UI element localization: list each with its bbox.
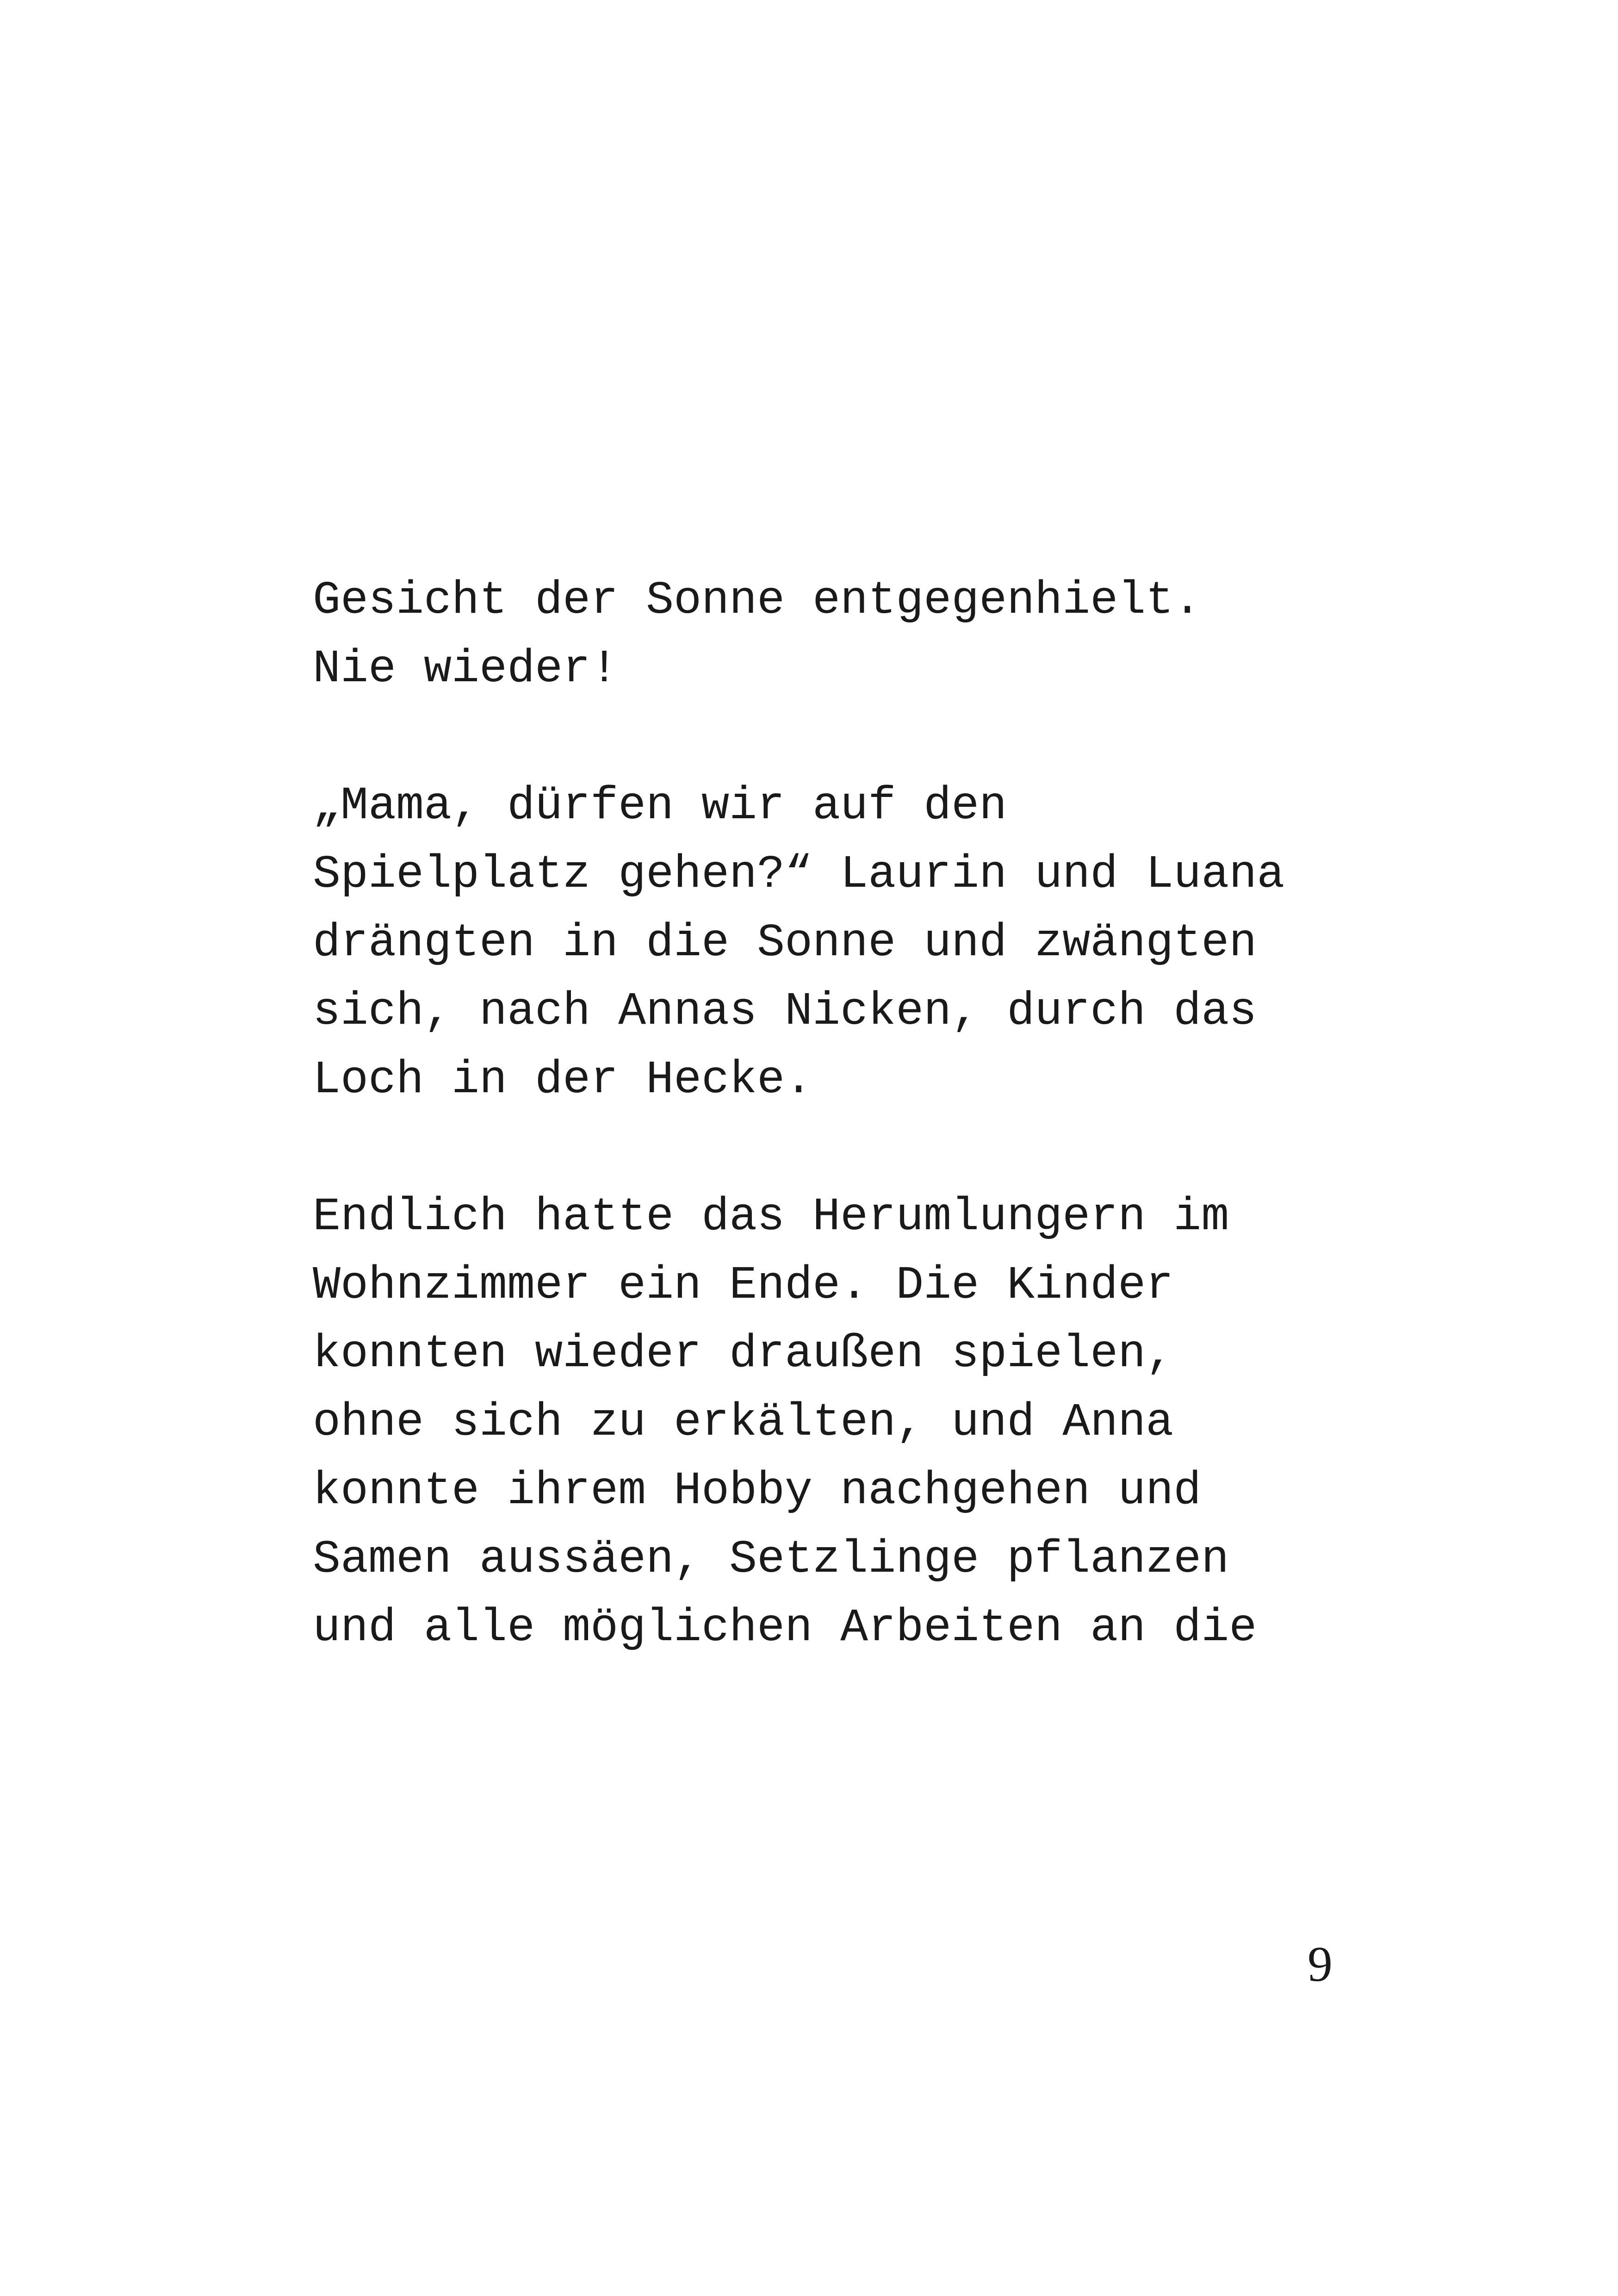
text-line: sich, nach Annas Nicken, durch das (313, 986, 1257, 1038)
text-line: Endlich hatte das Herumlungern im (313, 1191, 1229, 1244)
text-line: Gesicht der Sonne entgegenhielt. (313, 575, 1202, 627)
text-line: „Mama, dürfen wir auf den (313, 780, 1007, 833)
text-line: konnte ihrem Hobby nachgehen und (313, 1465, 1202, 1518)
text-line: ohne sich zu erkälten, und Anna (313, 1397, 1174, 1449)
text-line: konnten wieder draußen spielen, (313, 1328, 1174, 1381)
body-text (313, 567, 1432, 1663)
text-line: und alle möglichen Arbeiten an die (313, 1602, 1257, 1655)
text-line: Nie wieder! (313, 643, 619, 696)
page-number: 9 (1308, 1937, 1333, 1992)
text-line: drängten in die Sonne und zwängten (313, 917, 1257, 970)
paragraph-2 (313, 772, 1432, 1115)
text-line: Spielplatz gehen?“ Laurin und Luana (313, 849, 1285, 901)
paragraph-3 (313, 1183, 1432, 1663)
text-line: Samen aussäen, Setzlinge pflanzen (313, 1534, 1229, 1586)
paragraph-1 (313, 567, 1432, 704)
text-line: Wohnzimmer ein Ende. Die Kinder (313, 1260, 1174, 1312)
text-line: Loch in der Hecke. (313, 1054, 813, 1107)
